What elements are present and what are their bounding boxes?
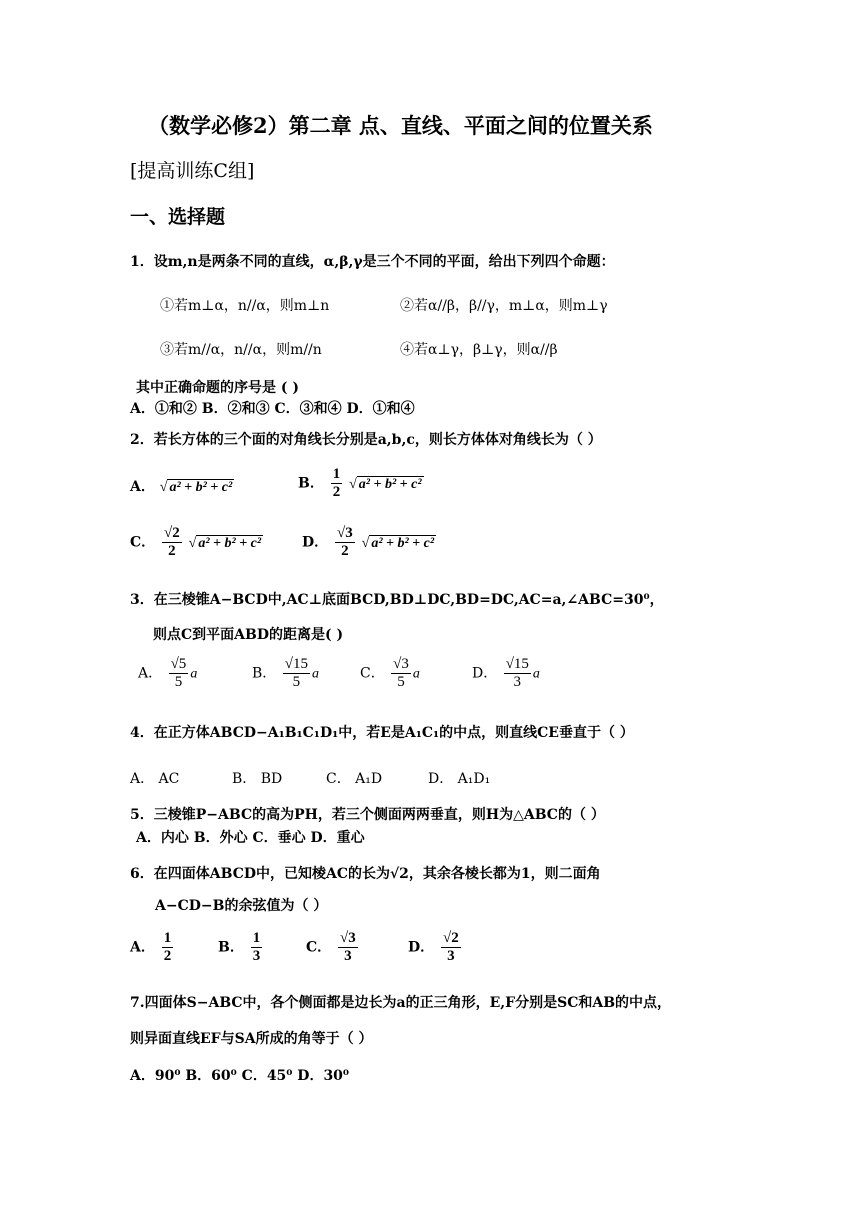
- q6-option-d: [408, 930, 463, 965]
- q2-option-c-fraction: $\frac{√2}{2}$: [164, 525, 180, 559]
- q6-option-c: [306, 930, 360, 965]
- q1-proposition-2: ②若α//β，β//γ，m⊥α，则m⊥γ: [400, 298, 608, 314]
- q2-option-a-radical: √ a² + b² + c²: [159, 480, 233, 495]
- q2-option-c-label: C．: [130, 534, 156, 551]
- q6-option-a: [130, 930, 175, 965]
- q2-option-d: [302, 525, 436, 560]
- q5-options: A．内心 B．外心 C．垂心 D．重心: [136, 830, 365, 846]
- q2-option-b: [298, 466, 424, 501]
- q1-proposition-1: ①若m⊥α，n//α，则m⊥n: [160, 298, 330, 314]
- q3-option-c: [360, 656, 420, 691]
- q1-question: 其中正确命题的序号是 ( ): [136, 380, 299, 396]
- q1-proposition-3: ③若m//α，n//α，则m//n: [160, 342, 322, 358]
- section-subtitle: [提高训练C组]: [130, 160, 255, 182]
- q4-option-a: A． AC: [130, 771, 180, 787]
- q3-option-c-label: C．: [360, 665, 385, 682]
- q2-option-b-label: B．: [298, 475, 324, 492]
- q2-option-c-radical: √ a² + b² + c²: [188, 535, 262, 551]
- q3-option-a-fraction: $\frac{√5}{5}$: [170, 656, 187, 690]
- q3-option-a-var: a: [190, 666, 198, 682]
- q2-option-b-radical: √ a² + b² + c²: [349, 476, 422, 492]
- q1-proposition-4: ④若α⊥γ，β⊥γ，则α//β: [400, 342, 558, 358]
- q3-question: 则点C到平面ABD的距离是( ): [153, 627, 344, 643]
- q6-option-d-fraction: $\frac{√2}{3}$: [443, 930, 459, 964]
- q3-stem: 3．在三棱锥A−BCD中,AC⊥底面BCD,BD⊥DC,BD=DC,AC=a,∠ABC=30⁰，: [130, 592, 664, 608]
- q3-option-c-var: a: [412, 666, 420, 682]
- q7-stem-continued: 则异面直线EF与SA所成的角等于（ ）: [130, 1031, 373, 1047]
- q2-option-d-label: D．: [302, 534, 329, 551]
- q2-option-b-fraction: $\frac{1}{2}$: [332, 466, 341, 500]
- q6-option-c-label: C．: [306, 939, 332, 956]
- q6-option-b-label: B．: [218, 939, 244, 956]
- q2-option-a: [130, 477, 234, 498]
- page-title: （数学必修2）第二章 点、直线、平面之间的位置关系: [148, 113, 653, 138]
- q2-option-d-radical: √ a² + b² + c²: [361, 535, 435, 551]
- q2-option-c: [130, 525, 263, 560]
- q1-stem: 1．设m,n是两条不同的直线，α,β,γ是三个不同的平面，给出下列四个命题：: [130, 254, 615, 270]
- q2-stem: 2．若长方体的三个面的对角线长分别是a,b,c，则长方体体对角线长为（ ）: [130, 432, 602, 448]
- q6-option-a-fraction: $\frac{1}{2}$: [163, 930, 172, 964]
- q4-option-c: C． A₁D: [326, 771, 383, 787]
- q7-options: A．90⁰ B．60⁰ C．45⁰ D．30⁰: [130, 1068, 350, 1084]
- q4-option-d: D． A₁D₁: [428, 771, 491, 787]
- q3-option-c-fraction: $\frac{√3}{5}$: [393, 656, 409, 690]
- q6-option-d-label: D．: [408, 939, 435, 956]
- q6-option-a-label: A．: [130, 939, 155, 956]
- q4-stem: 4．在正方体ABCD−A₁B₁C₁D₁中，若E是A₁C₁的中点，则直线CE垂直于（ ）: [130, 725, 634, 741]
- q3-option-b: [252, 656, 319, 691]
- q2-option-d-fraction: $\frac{√3}{2}$: [337, 525, 353, 559]
- q6-option-b: [218, 930, 264, 965]
- q5-stem: 5．三棱锥P−ABC的高为PH，若三个侧面两两垂直，则H为△ABC的（ ）: [130, 807, 605, 823]
- q3-option-a-label: A．: [138, 665, 163, 682]
- q6-stem-continued: A−CD−B的余弦值为（ ）: [155, 898, 328, 914]
- q3-option-d-var: a: [532, 666, 540, 682]
- q3-option-b-fraction: $\frac{√15}{5}$: [284, 656, 308, 690]
- q3-option-d: [472, 656, 540, 691]
- q3-option-b-var: a: [311, 666, 319, 682]
- q3-option-d-label: D．: [472, 665, 498, 682]
- q3-option-a: [138, 656, 197, 691]
- q3-option-d-fraction: $\frac{√15}{3}$: [505, 656, 529, 690]
- q3-option-b-label: B．: [252, 665, 277, 682]
- q7-stem: 7.四面体S−ABC中，各个侧面都是边长为a的正三角形，E,F分别是SC和AB的中点，: [130, 995, 672, 1011]
- q4-option-b: B． BD: [232, 771, 283, 787]
- q2-option-a-label: A．: [130, 479, 155, 495]
- section-heading: 一、选择题: [130, 206, 226, 228]
- q6-stem: 6．在四面体ABCD中，已知棱AC的长为√2，其余各棱长都为1，则二面角: [130, 866, 601, 882]
- q6-option-c-fraction: $\frac{√3}{3}$: [340, 930, 356, 964]
- q6-option-b-fraction: $\frac{1}{3}$: [252, 930, 261, 964]
- q1-options: A．①和② B．②和③ C．③和④ D．①和④: [130, 401, 415, 417]
